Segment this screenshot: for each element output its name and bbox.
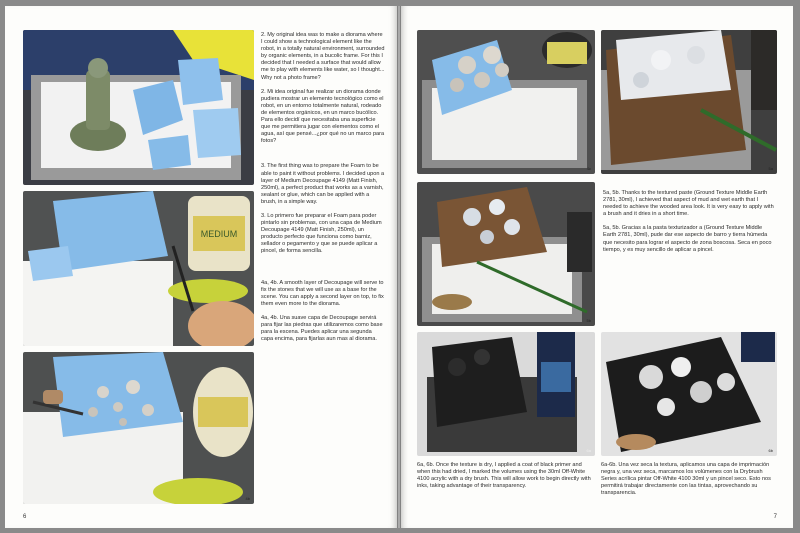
paragraph-4-es: 4a, 4b. Una suave capa de Decoupage servirá para fijar las piedras que utilizaremos como base para la escena. Puedes aplicar una segunda capa encima, para fijarlas aun mas al diorama. — [261, 314, 383, 343]
paragraph-2-es: 2. Mi idea original fue realizar un diorama donde pudiera mostrar un elemento tecnológico como el robot, en un entorno totalmente natural, rodeado de elementos orgánicos, en un marco bucólico. Para ello decidí que necesitaba una superficie que me permitiera jugar con elementos como el agua, así que pensé...¿por qué no un marco para fotos? — [261, 88, 385, 145]
paragraph-2-en: 2. My original idea was to make a diorama where I could show a technological element like the robot, in a totally natural environment, surrounded by organic elements, in a bucolic frame. For this I decided that I needed a surface that would allow me to play with elements like water, so I thought... Why not a photo frame? — [261, 32, 385, 81]
photo-stones-image — [23, 352, 254, 504]
photo-6b-image — [601, 332, 777, 456]
photo-label: 5a — [768, 166, 773, 171]
right-text-column — [603, 190, 775, 261]
photo-robot-foam-image — [23, 30, 254, 185]
page-number-left: 6 — [23, 514, 27, 520]
photo-5b-image — [417, 182, 595, 326]
paragraph-4-en: 4a, 4b. A smooth layer of Decoupage will serve to fix the stones that we will use as a base for the scene. You can apply a second layer on top, to fix them even more to the diorama. — [261, 279, 384, 307]
photo-5b — [417, 182, 595, 326]
page-number-right: 7 — [773, 514, 777, 520]
photo-label: 4c — [586, 166, 591, 171]
left-text-column — [261, 32, 385, 350]
paragraph-5-en: 5a, 5b. Thanks to the textured paste (Ground Texture Middle Earth 2781, 30ml), I achieved that aspect of mud and wet earth that I needed to achieve the wooded area look. It is very easy to apply with a brush and it dries in a short time. — [603, 190, 774, 218]
photo-label: 4b — [245, 496, 250, 501]
jar-label-text: MEDIUM — [200, 229, 238, 239]
photo-stones — [23, 352, 254, 504]
left-page — [5, 6, 397, 528]
paragraph-3-es: 3. Lo primero fue preparar el Foam para poder pintarlo sin problemas, con una capa de Medium Decoupage 4149 (Matt Finish, 250ml), un producto perfecto que funciona como barniz, sellador o pegamento y que se puede aplicar a pincel, de forma sencilla. — [261, 212, 382, 255]
photo-6a — [417, 332, 595, 456]
photo-4c — [417, 30, 595, 174]
paragraph-5-es: 5a, 5b. Gracias a la pasta texturizador a (Ground Texture Middle Earth 2781, 30ml), pude dar ese aspecto de barro y tierra húmeda que necesito para lograr el aspecto de zona boscosa. Seca en poco tiempo, y es muy sencillo de aplicar a pincel. — [603, 225, 772, 253]
photo-6a-image — [417, 332, 595, 456]
caption-6-en: 6a, 6b. Once the texture is dry, I applied a coat of black primer and when this had dried, I marked the volumes using the 30ml Off-White 4100 acrylic with a dry brush. This will allow work to begin directly with inks, taking advantage of their transparency. — [417, 462, 591, 490]
photo-label: 6a — [586, 448, 591, 453]
right-page — [401, 6, 793, 528]
photo-robot-foam — [23, 30, 254, 185]
photo-label: 5b — [586, 318, 591, 323]
photo-4c-image — [417, 30, 595, 174]
photo-decoupage-painting-image — [23, 191, 254, 346]
photo-decoupage-painting — [23, 191, 254, 346]
caption-6-es: 6a-6b. Una vez seca la textura, aplicamos una capa de imprimación negra y, una vez seca, marcamos los volúmenes con la Drybrush Series acrílica pintar Off-White 4100 30ml y un pincel seco. Esto nos permitirá trabajar directamente con las tintas, aprovechando su transparencia. — [601, 462, 771, 497]
paragraph-3-en: 3. The first thing was to prepare the Foam to be able to paint it without problems. I decided upon a layer of Medium Decoupage 4149 (Matt Finish, 250ml), a perfect product that works as a varnish, sealant or glue, which can be applied with a brush, in a simple way. — [261, 163, 385, 205]
photo-6b — [601, 332, 777, 456]
photo-5a-image — [601, 30, 777, 174]
photo-label: 6b — [768, 448, 773, 453]
photo-5a — [601, 30, 777, 174]
